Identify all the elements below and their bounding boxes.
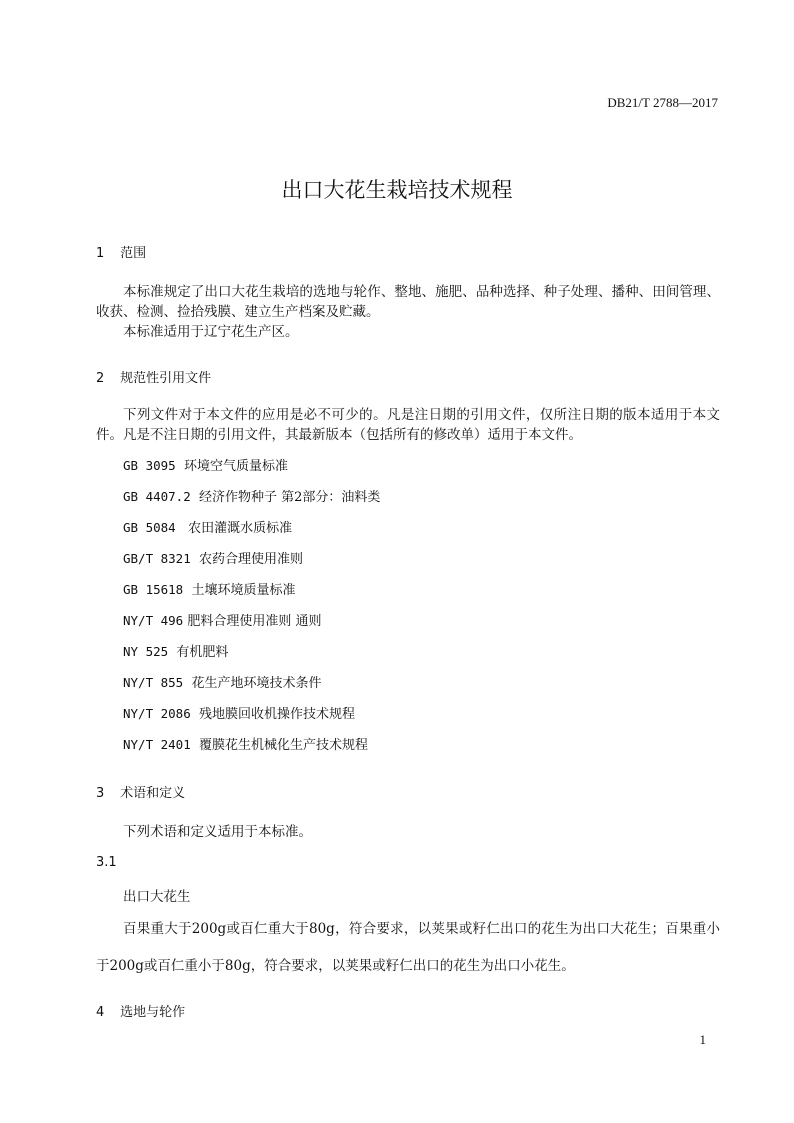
reference-name: 覆膜花生机械化生产技术规程 bbox=[199, 738, 369, 753]
reference-name: 肥料合理使用准则 通则 bbox=[187, 614, 322, 629]
reference-name: 有机肥料 bbox=[176, 645, 229, 660]
reference-name: 农药合理使用准则 bbox=[199, 552, 304, 567]
section-title: 规范性引用文件 bbox=[120, 371, 212, 386]
reference-item bbox=[123, 517, 292, 536]
section-title: 选地与轮作 bbox=[120, 1005, 186, 1020]
reference-code: NY/T 496 bbox=[123, 613, 184, 628]
reference-item bbox=[123, 734, 368, 753]
references-intro: 下列文件对于本文件的应用是必不可少的。凡是注日期的引用文件，仅所注日期的版本适用于本文件。凡是不注日期的引用文件，其最新版本（包括所有的修改单）适用于本文件。 bbox=[96, 407, 720, 443]
term-name: 出口大花生 bbox=[123, 889, 191, 905]
terms-intro: 下列术语和定义适用于本标准。 bbox=[123, 824, 312, 840]
section-4-heading bbox=[96, 1001, 185, 1020]
reference-code: GB 4407.2 bbox=[123, 489, 191, 504]
reference-item bbox=[123, 455, 288, 474]
page-number: 1 bbox=[699, 1032, 706, 1047]
reference-code: GB 5084 bbox=[123, 520, 176, 535]
scope-applicability: 本标准适用于辽宁花生产区。 bbox=[123, 324, 299, 340]
reference-code: NY/T 2086 bbox=[123, 706, 191, 721]
scope-paragraph: 本标准规定了出口大花生栽培的选地与轮作、整地、施肥、品种选择、种子处理、播种、田间管理、收获、检测、捡拾残膜、建立生产档案及贮藏。 bbox=[96, 284, 720, 320]
reference-name: 残地膜回收机操作技术规程 bbox=[199, 707, 356, 722]
section-title: 术语和定义 bbox=[120, 786, 186, 801]
reference-name: 土壤环境质量标准 bbox=[191, 583, 296, 598]
section-number: 1 bbox=[96, 246, 105, 261]
section-3-heading bbox=[96, 782, 185, 801]
reference-code: NY/T 855 bbox=[123, 675, 184, 690]
reference-name: 农田灌溉水质标准 bbox=[188, 521, 293, 536]
reference-code: GB/T 8321 bbox=[123, 551, 191, 566]
reference-item bbox=[123, 641, 228, 660]
section-title: 范围 bbox=[120, 246, 147, 261]
reference-code: NY/T 2401 bbox=[123, 737, 191, 752]
reference-name: 花生产地环境技术条件 bbox=[191, 676, 322, 691]
reference-name: 环境空气质量标准 bbox=[183, 459, 288, 474]
reference-code: GB 3095 bbox=[123, 458, 176, 473]
reference-item bbox=[123, 548, 303, 567]
document-title: 出口大花生栽培技术规程 bbox=[281, 178, 513, 202]
section-number: 2 bbox=[96, 371, 105, 386]
section-number: 3 bbox=[96, 786, 105, 801]
reference-item bbox=[123, 486, 380, 505]
section-1-heading bbox=[96, 242, 146, 261]
section-number: 4 bbox=[96, 1005, 105, 1020]
reference-name: 经济作物种子 第2部分：油料类 bbox=[199, 490, 381, 505]
reference-code: NY 525 bbox=[123, 644, 169, 659]
term-definition: 百果重大于200g或百仁重大于80g，符合要求，以荚果或籽仁出口的花生为出口大花生；百果重小于200g或百仁重小于80g，符合要求，以荚果或籽仁出口的花生为出口小花生。 bbox=[96, 921, 720, 974]
reference-code: GB 15618 bbox=[123, 582, 184, 597]
reference-item bbox=[123, 579, 296, 598]
reference-item bbox=[123, 672, 322, 691]
term-number: 3.1 bbox=[96, 855, 117, 870]
standard-code: DB21/T 2788—2017 bbox=[607, 95, 718, 110]
reference-item bbox=[123, 610, 322, 629]
reference-item bbox=[123, 703, 355, 722]
section-2-heading bbox=[96, 367, 211, 386]
